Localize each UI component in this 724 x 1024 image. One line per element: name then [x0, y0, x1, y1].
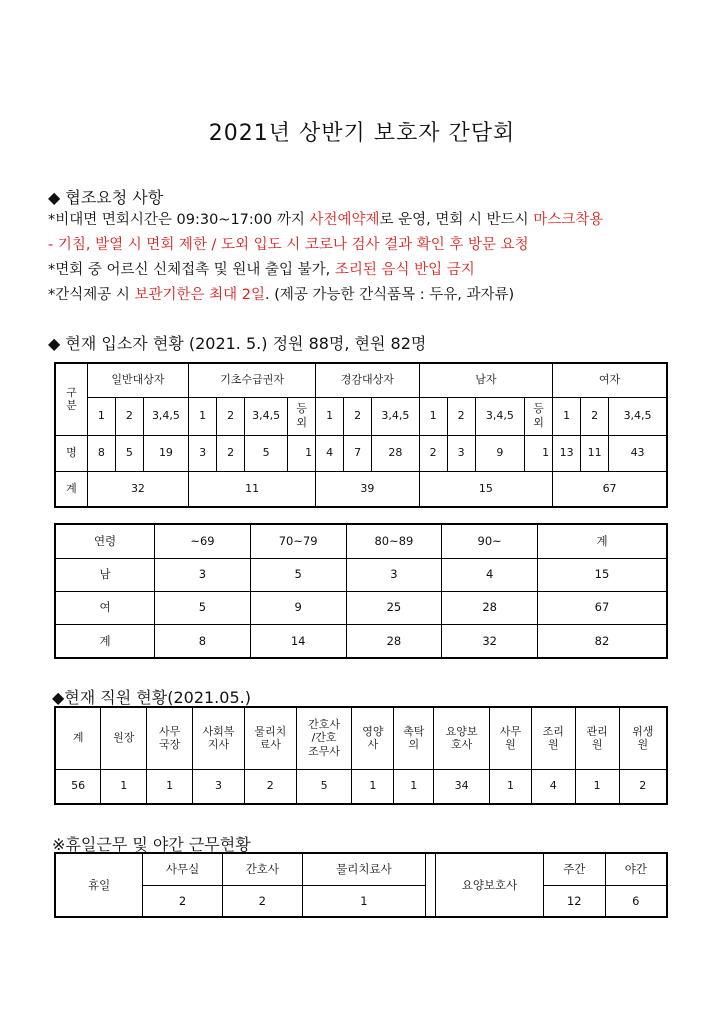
age-cell: 15	[537, 558, 667, 591]
count-cell: 13	[553, 435, 581, 471]
staff-header: 물리치 료사	[244, 707, 296, 769]
staff-value: 3	[193, 769, 245, 804]
notice-highlight: 조리된 음식 반입 금지	[334, 262, 475, 278]
staff-header: 위생 원	[619, 707, 667, 769]
notice-line-4	[48, 283, 514, 304]
sub-header: 1	[553, 397, 581, 435]
age-cell: 14	[250, 624, 346, 658]
residents-heading: ◆ 현재 입소자 현황 (2021. 5.) 정원 88명, 현원 82명	[48, 334, 427, 353]
count-cell: 4	[316, 435, 344, 471]
holiday-label: 휴일	[55, 853, 143, 917]
age-cell: 5	[250, 558, 346, 591]
staff-value: 1	[352, 769, 394, 804]
age-header: 70~79	[250, 524, 346, 558]
age-cell: 28	[346, 624, 442, 658]
age-cell: 8	[155, 624, 251, 658]
sub-header: 1	[189, 397, 217, 435]
sub-header: 등 외	[288, 397, 316, 435]
holiday-value: 12	[543, 885, 605, 917]
holiday-header: 야간	[605, 853, 667, 885]
staff-header: 요양보 호사	[434, 707, 490, 769]
table-row	[55, 769, 667, 804]
staff-value: 1	[394, 769, 434, 804]
notice-text: *면회 중 어르신 신체접촉 및 원내 출입 불가,	[48, 262, 335, 278]
age-cell: 계	[55, 624, 155, 658]
count-cell: 1	[525, 435, 553, 471]
sub-header: 2	[447, 397, 475, 435]
care-worker-label: 요양보호사	[436, 853, 544, 917]
age-header: 계	[537, 524, 667, 558]
age-cell: 67	[537, 591, 667, 624]
table-row	[55, 853, 667, 885]
group-header: 기초수급권자	[189, 363, 316, 397]
sub-header: 3,4,5	[245, 397, 288, 435]
age-cell: 남	[55, 558, 155, 591]
age-header: 80~89	[346, 524, 442, 558]
sub-header: 1	[87, 397, 115, 435]
count-cell: 3	[189, 435, 217, 471]
notice-line-3	[48, 258, 475, 279]
staff-value: 1	[575, 769, 619, 804]
staff-value: 56	[55, 769, 101, 804]
holiday-heading: ※휴일근무 및 야간 근무현황	[52, 835, 251, 854]
total-cell: 39	[316, 471, 419, 507]
holiday-header: 간호사	[222, 853, 302, 885]
notice-line-2: - 기침, 발열 시 면회 제한 / 도외 입도 시 코로나 검사 결과 확인 후 방문 요청	[48, 237, 529, 253]
count-cell: 8	[87, 435, 115, 471]
count-cell: 3	[447, 435, 475, 471]
count-cell: 9	[475, 435, 525, 471]
spacer-cell	[426, 853, 436, 917]
sub-header: 2	[344, 397, 372, 435]
count-cell: 19	[143, 435, 188, 471]
sub-header: 3,4,5	[609, 397, 667, 435]
staff-table	[54, 706, 668, 805]
sub-header: 3,4,5	[475, 397, 525, 435]
staff-header: 관리 원	[575, 707, 619, 769]
age-cell: 25	[346, 591, 442, 624]
total-cell: 67	[553, 471, 667, 507]
age-header: ~69	[155, 524, 251, 558]
sub-header: 1	[419, 397, 447, 435]
group-header: 남자	[419, 363, 553, 397]
age-cell: 4	[442, 558, 538, 591]
sub-header: 3,4,5	[372, 397, 419, 435]
total-cell: 11	[189, 471, 316, 507]
age-cell: 82	[537, 624, 667, 658]
notice-line-1	[48, 208, 603, 229]
notice-text: 로 운영, 면회 시 반드시	[379, 212, 534, 228]
holiday-header: 물리치료사	[302, 853, 426, 885]
table-row	[55, 591, 667, 624]
count-cell: 7	[344, 435, 372, 471]
staff-header: 사무 국장	[147, 707, 193, 769]
holiday-header: 사무실	[143, 853, 223, 885]
staff-header: 원장	[101, 707, 147, 769]
count-cell: 5	[115, 435, 143, 471]
group-header: 여자	[553, 363, 667, 397]
age-cell: 5	[155, 591, 251, 624]
document-title: 2021년 상반기 보호자 간담회	[208, 121, 516, 146]
notice-highlight: 보관기한은 최대 2일	[134, 287, 266, 303]
staff-header: 계	[55, 707, 101, 769]
staff-value: 2	[244, 769, 296, 804]
staff-value: 1	[147, 769, 193, 804]
holiday-value: 2	[222, 885, 302, 917]
age-cell: 9	[250, 591, 346, 624]
row-label: 명	[55, 435, 87, 471]
count-cell: 11	[581, 435, 609, 471]
table-row	[55, 471, 667, 507]
staff-header: 촉탁 의	[394, 707, 434, 769]
sub-header: 1	[316, 397, 344, 435]
count-cell: 43	[609, 435, 667, 471]
table-row	[55, 624, 667, 658]
age-table	[54, 523, 668, 659]
age-header: 90~	[442, 524, 538, 558]
count-cell: 2	[419, 435, 447, 471]
age-header: 연령	[55, 524, 155, 558]
staff-heading: ◆현재 직원 현황(2021.05.)	[52, 688, 251, 707]
staff-header: 간호사 /간호 조무사	[296, 707, 352, 769]
table-row	[55, 435, 667, 471]
notice-text: *간식제공 시	[48, 287, 135, 303]
sub-header: 2	[217, 397, 245, 435]
holiday-header: 주간	[543, 853, 605, 885]
row-label: 계	[55, 471, 87, 507]
holiday-table	[54, 852, 668, 918]
sub-header: 2	[115, 397, 143, 435]
staff-value: 2	[619, 769, 667, 804]
gubun-cell: 구 분	[55, 363, 87, 435]
sub-header: 등 외	[525, 397, 553, 435]
staff-header: 조리 원	[531, 707, 575, 769]
age-cell: 3	[155, 558, 251, 591]
total-cell: 32	[87, 471, 188, 507]
staff-header: 사회복 지사	[193, 707, 245, 769]
staff-value: 34	[434, 769, 490, 804]
residents-table	[54, 362, 668, 508]
staff-header: 영양 사	[352, 707, 394, 769]
sub-header: 3,4,5	[143, 397, 188, 435]
age-cell: 3	[346, 558, 442, 591]
count-cell: 1	[288, 435, 316, 471]
age-cell: 여	[55, 591, 155, 624]
staff-value: 1	[101, 769, 147, 804]
notice-highlight: 마스크착용	[533, 212, 604, 228]
table-row	[55, 707, 667, 769]
staff-value: 1	[490, 769, 532, 804]
count-cell: 28	[372, 435, 419, 471]
staff-value: 4	[531, 769, 575, 804]
notice-text: *비대면 면회시간은 09:30~17:00 까지	[48, 212, 310, 228]
holiday-value: 1	[302, 885, 426, 917]
count-cell: 2	[217, 435, 245, 471]
total-cell: 15	[419, 471, 553, 507]
staff-value: 5	[296, 769, 352, 804]
table-row	[55, 558, 667, 591]
table-row	[55, 885, 667, 917]
group-header: 일반대상자	[87, 363, 188, 397]
holiday-value: 6	[605, 885, 667, 917]
staff-header: 사무 원	[490, 707, 532, 769]
sub-header: 2	[581, 397, 609, 435]
age-cell: 28	[442, 591, 538, 624]
holiday-value: 2	[143, 885, 223, 917]
group-header: 경감대상자	[316, 363, 419, 397]
age-cell: 32	[442, 624, 538, 658]
notice-heading: ◆ 협조요청 사항	[48, 188, 164, 207]
count-cell: 5	[245, 435, 288, 471]
notice-highlight: 사전예약제	[309, 212, 380, 228]
table-row	[55, 524, 667, 558]
notice-text: . (제공 가능한 간식품목 : 두유, 과자류)	[265, 287, 515, 303]
